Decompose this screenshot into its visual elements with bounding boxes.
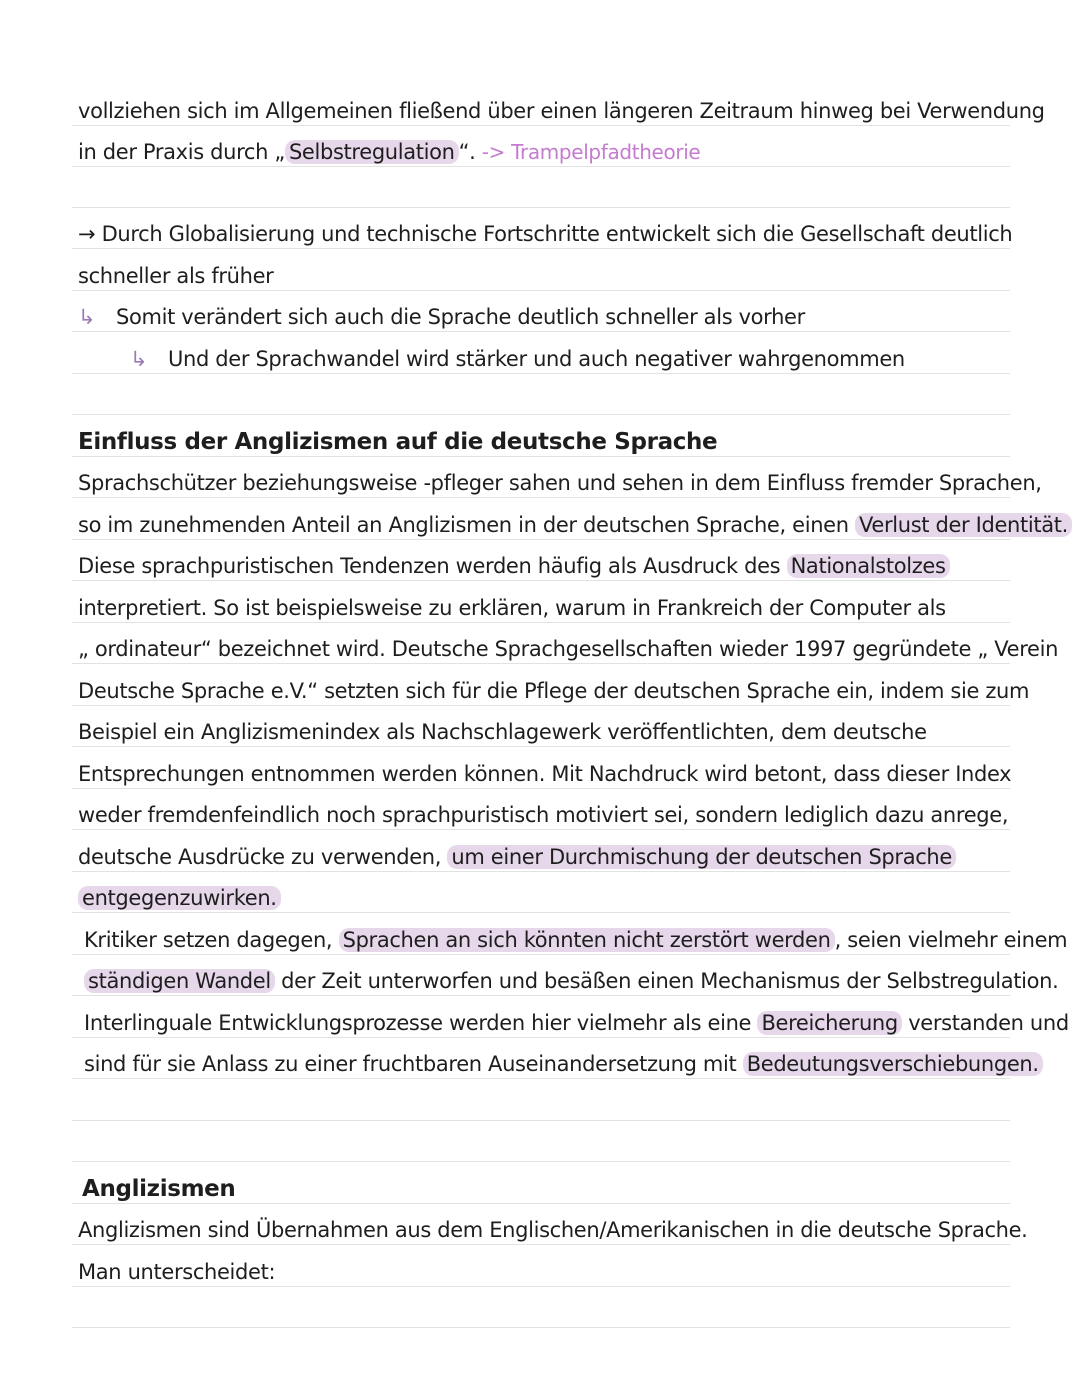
text-line <box>78 96 1045 126</box>
handwritten-annotation: -> Trampelpfadtheorie <box>481 140 701 164</box>
line-text: Diese sprachpuristischen Tendenzen werden häufig als Ausdruck des <box>78 554 787 578</box>
section-heading <box>78 427 717 457</box>
text-line <box>84 966 1058 996</box>
text-line <box>78 883 281 913</box>
line-text: Kritiker setzen dagegen, <box>84 928 339 952</box>
highlighted-text: ständigen Wandel <box>84 969 275 993</box>
text-line <box>78 634 1058 664</box>
line-text: in der Praxis durch „ <box>78 140 285 164</box>
line-text: „ ordinateur“ bezeichnet wird. Deutsche Sprachgesellschaften wieder 1997 gegründete „ Verein <box>78 637 1059 661</box>
sub-sub-bullet-line <box>130 344 905 374</box>
line-text: Entsprechungen entnommen werden können. Mit Nachdruck wird betont, dass dieser Index <box>78 762 1012 786</box>
text-line <box>84 1049 1043 1079</box>
text-line <box>78 1257 275 1287</box>
sub-bullet-line <box>78 302 805 332</box>
line-text: , seien vielmehr einem <box>834 928 1068 952</box>
line-text: Interlinguale Entwicklungsprozesse werden hier vielmehr als eine <box>84 1011 758 1035</box>
highlighted-text: Selbstregulation <box>285 140 459 164</box>
text-line <box>78 717 927 747</box>
heading-text: Anglizismen <box>82 1176 236 1202</box>
bullet-line <box>78 261 273 291</box>
line-text: deutsche Ausdrücke zu verwenden, <box>78 845 448 869</box>
text-line <box>78 468 1042 498</box>
text-line <box>78 842 956 872</box>
highlighted-text: Bereicherung <box>757 1011 901 1035</box>
line-text: Und der Sprachwandel wird stärker und auch negativer wahrgenommen <box>168 347 905 371</box>
highlighted-text: um einer Durchmischung der deutschen Sprache <box>447 845 956 869</box>
line-text: “. <box>458 140 476 164</box>
line-text: Sprachschützer beziehungsweise -pfleger sahen und sehen in dem Einfluss fremder Sprachen, <box>78 471 1042 495</box>
line-text: schneller als früher <box>78 264 274 288</box>
line-text: interpretiert. So ist beispielsweise zu erklären, warum in Frankreich der Computer als <box>78 596 946 620</box>
section-heading <box>82 1174 235 1204</box>
text-line <box>78 759 1011 789</box>
bullet-line <box>78 219 1012 249</box>
highlighted-text: Nationalstolzes <box>787 554 950 578</box>
heading-text: Einfluss der Anglizismen auf die deutsche Sprache <box>78 429 718 455</box>
line-text: Man unterscheidet: <box>78 1260 276 1284</box>
text-line <box>78 510 1072 540</box>
text-line <box>78 1215 1028 1245</box>
line-text: → Durch Globalisierung und technische Fortschritte entwickelt sich die Gesellschaft deutlich <box>78 222 1013 246</box>
line-text: vollziehen sich im Allgemeinen fließend über einen längeren Zeitraum hinweg bei Verwendung <box>78 99 1045 123</box>
text-line <box>78 676 1029 706</box>
line-text: weder fremdenfeindlich noch sprachpuristisch motiviert sei, sondern lediglich dazu anrege, <box>78 803 1009 827</box>
text-line <box>78 593 946 623</box>
text-line <box>78 137 700 167</box>
line-text: Beispiel ein Anglizismenindex als Nachschlagewerk veröffentlichten, dem deutsche <box>78 720 927 744</box>
highlighted-text: entgegenzuwirken. <box>78 886 281 910</box>
hook-arrow-icon: ↳ <box>130 347 148 371</box>
highlighted-text: Sprachen an sich könnten nicht zerstört werden <box>339 928 835 952</box>
line-text: verstanden und <box>901 1011 1069 1035</box>
text-line <box>78 551 950 581</box>
text-line <box>84 925 1067 955</box>
highlighted-text: Verlust der Identität. <box>855 513 1072 537</box>
hook-arrow-icon: ↳ <box>78 305 96 329</box>
line-text: so im zunehmenden Anteil an Anglizismen in der deutschen Sprache, einen <box>78 513 856 537</box>
highlighted-text: Bedeutungsverschiebungen. <box>743 1052 1043 1076</box>
text-line <box>78 800 1008 830</box>
line-text: Somit verändert sich auch die Sprache deutlich schneller als vorher <box>116 305 805 329</box>
line-text: Anglizismen sind Übernahmen aus dem Englischen/Amerikanischen in die deutsche Sprache. <box>78 1218 1028 1242</box>
line-text: sind für sie Anlass zu einer fruchtbaren Auseinandersetzung mit <box>84 1052 743 1076</box>
line-text: Deutsche Sprache e.V.“ setzten sich für die Pflege der deutschen Sprache ein, indem sie zum <box>78 679 1030 703</box>
text-line <box>84 1008 1069 1038</box>
line-text: der Zeit unterworfen und besäßen einen Mechanismus der Selbstregulation. <box>274 969 1059 993</box>
